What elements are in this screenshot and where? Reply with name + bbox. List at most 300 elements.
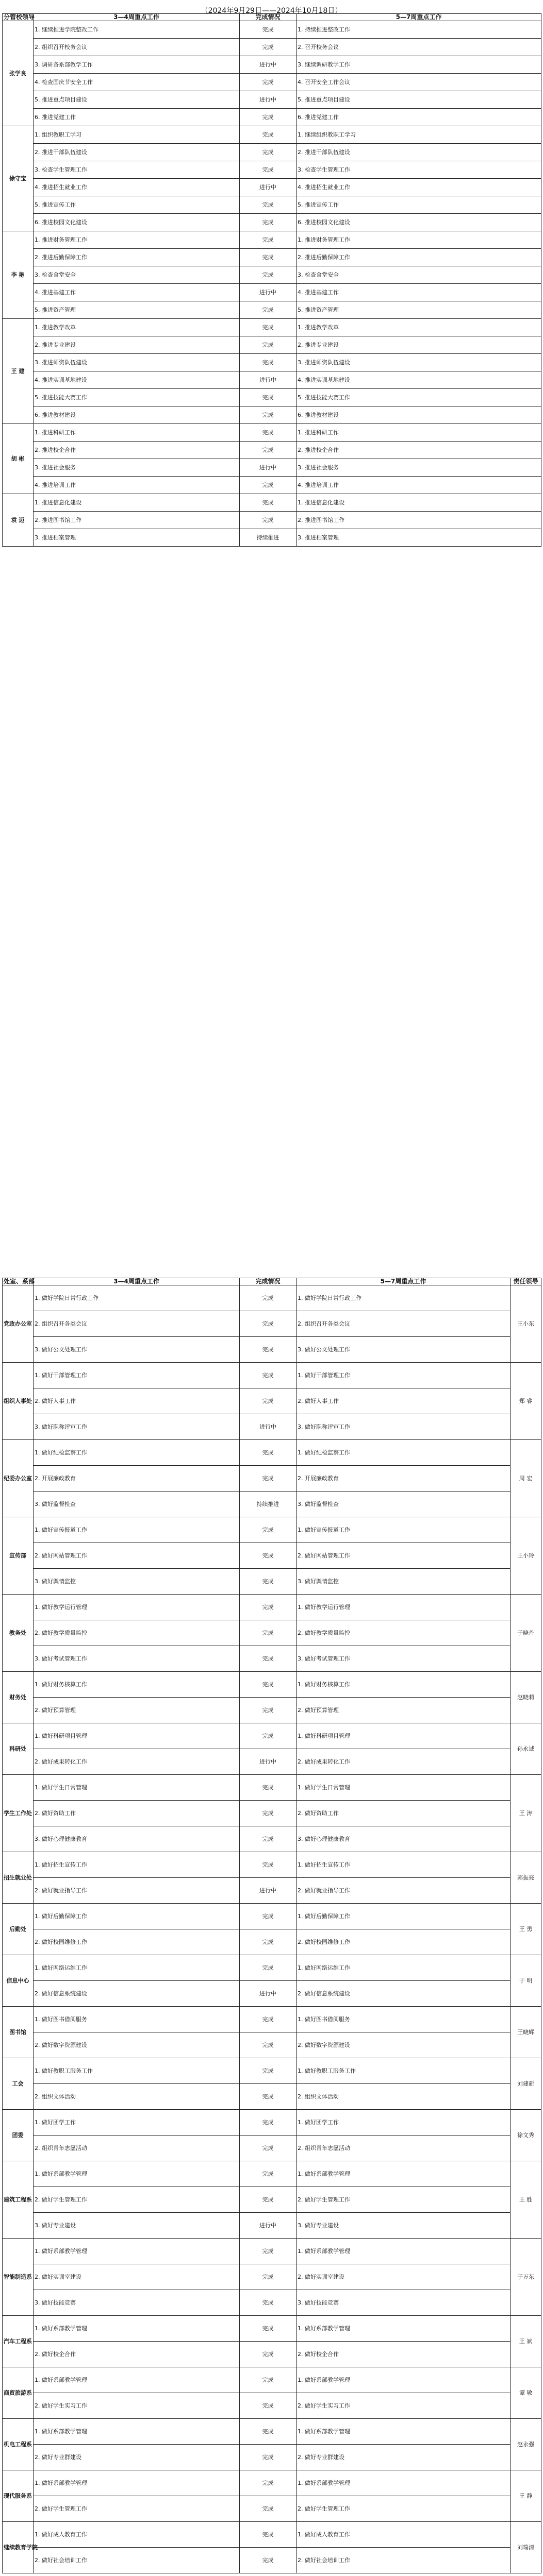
status-cell: 完成 xyxy=(240,249,297,266)
status-cell: 完成 xyxy=(240,2032,297,2058)
table-row xyxy=(3,21,541,39)
table-row xyxy=(3,319,541,336)
table-row xyxy=(3,389,541,406)
table-row xyxy=(3,1388,541,1414)
status-cell: 完成 xyxy=(240,196,297,214)
department-name: 现代服务系 xyxy=(3,2470,34,2522)
table-row xyxy=(3,2136,541,2161)
table-row xyxy=(3,459,541,477)
w57-task: 6. 推进校园文化建设 xyxy=(297,214,541,231)
w57-task: 1. 做好教职工服务工作 xyxy=(297,2058,511,2084)
w57-task: 5. 推进资产管理 xyxy=(297,301,541,319)
w57-task: 3. 推进社会服务 xyxy=(297,459,541,477)
department-name: 学生工作处 xyxy=(3,1775,34,1852)
w57-task: 3. 做好监督检查 xyxy=(297,1492,511,1517)
responsible-person: 于 明 xyxy=(511,1955,541,2007)
w34-task: 4. 推进招生就业工作 xyxy=(34,179,240,196)
w57-task: 1. 做好财务核算工作 xyxy=(297,1672,511,1698)
w57-task: 2. 做好就业指导工作 xyxy=(297,1878,511,1904)
status-cell: 完成 xyxy=(240,301,297,319)
table-row xyxy=(3,1620,541,1646)
w34-task: 5. 推进重点项目建设 xyxy=(34,91,240,109)
w34-task: 1. 做好网络运维工作 xyxy=(34,1955,240,1981)
responsible-person: 赵永强 xyxy=(511,2419,541,2470)
leader-name: 李 艳 xyxy=(3,231,34,319)
w34-task: 4. 推进培训工作 xyxy=(34,477,240,494)
status-cell: 完成 xyxy=(240,1955,297,1981)
w34-task: 2. 推进干部队伍建设 xyxy=(34,144,240,161)
w34-task: 2. 做好教学质量监控 xyxy=(34,1620,240,1646)
table-row xyxy=(3,1595,541,1620)
w34-task: 1. 做好系部教学管理 xyxy=(34,2316,240,2342)
department-name: 科研处 xyxy=(3,1723,34,1775)
w57-task: 2. 做好校园维修工作 xyxy=(297,1929,511,1955)
w57-task: 1. 做好干部管理工作 xyxy=(297,1363,511,1388)
w57-task: 3. 做好考试管理工作 xyxy=(297,1646,511,1672)
leader-name: 王 建 xyxy=(3,319,34,424)
table-row xyxy=(3,2007,541,2032)
table-row xyxy=(3,1981,541,2007)
w57-task: 2. 做好社会培训工作 xyxy=(297,2548,511,2573)
w57-task: 2. 推进干部队伍建设 xyxy=(297,144,541,161)
departments-header-row xyxy=(3,1278,541,1285)
w57-task: 1. 做好网络运维工作 xyxy=(297,1955,511,1981)
table-row xyxy=(3,109,541,126)
w34-task: 1. 做好招生宣传工作 xyxy=(34,1852,240,1878)
department-name: 智能制造系 xyxy=(3,2239,34,2316)
table-row xyxy=(3,1955,541,1981)
w57-task: 3. 做好专业建设 xyxy=(297,2213,511,2239)
w57-task: 2. 做好资助工作 xyxy=(297,1801,511,1826)
status-cell: 完成 xyxy=(240,406,297,424)
department-name: 党政办公室 xyxy=(3,1285,34,1363)
table-row xyxy=(3,494,541,512)
department-name: 教务处 xyxy=(3,1595,34,1672)
status-cell: 进行中 xyxy=(240,1414,297,1440)
w57-task: 1. 做好宣传报道工作 xyxy=(297,1517,511,1543)
status-cell: 完成 xyxy=(240,21,297,39)
w57-task: 2. 做好专业群建设 xyxy=(297,2445,511,2470)
table-row xyxy=(3,442,541,459)
status-cell: 完成 xyxy=(240,2007,297,2032)
responsible-person: 刘建新 xyxy=(511,2058,541,2110)
w34-task: 6. 推进党建工作 xyxy=(34,109,240,126)
w57-task: 1. 做好系部教学管理 xyxy=(297,2316,511,2342)
table-row xyxy=(3,2058,541,2084)
table-row xyxy=(3,214,541,231)
table-row xyxy=(3,2161,541,2187)
w57-task: 2. 组织青年志愿活动 xyxy=(297,2136,511,2161)
table-row xyxy=(3,2522,541,2548)
w34-task: 5. 推进技能大赛工作 xyxy=(34,389,240,406)
table-row xyxy=(3,1311,541,1337)
w57-task: 2. 做好实训室建设 xyxy=(297,2264,511,2290)
w57-task: 4. 推进实训基地建设 xyxy=(297,371,541,389)
status-cell: 完成 xyxy=(240,2522,297,2548)
table-row xyxy=(3,144,541,161)
status-cell: 进行中 xyxy=(240,2213,297,2239)
w57-task: 5. 推进技能大赛工作 xyxy=(297,389,541,406)
responsible-person: 郭振亮 xyxy=(511,1852,541,1904)
status-cell: 完成 xyxy=(240,1826,297,1852)
table-row xyxy=(3,1672,541,1698)
table-row xyxy=(3,126,541,144)
leaders-table xyxy=(2,13,541,547)
table-row xyxy=(3,1337,541,1363)
w34-task: 1. 做好财务核算工作 xyxy=(34,1672,240,1698)
status-cell: 进行中 xyxy=(240,179,297,196)
status-cell: 完成 xyxy=(240,1569,297,1595)
responsible-person: 徐文秀 xyxy=(511,2110,541,2161)
table-row xyxy=(3,1569,541,1595)
status-cell: 完成 xyxy=(240,1852,297,1878)
w57-task: 1. 做好系部教学管理 xyxy=(297,2367,511,2393)
status-cell: 完成 xyxy=(240,214,297,231)
status-cell: 完成 xyxy=(240,389,297,406)
w34-task: 1. 继续推进学院整改工作 xyxy=(34,21,240,39)
w57-task: 3. 继续调研教学工作 xyxy=(297,56,541,74)
status-cell: 完成 xyxy=(240,442,297,459)
departments-table xyxy=(2,1278,541,2573)
w57-task: 3. 做好心理健康教育 xyxy=(297,1826,511,1852)
table-row xyxy=(3,477,541,494)
department-name: 建筑工程系 xyxy=(3,2161,34,2239)
status-cell: 进行中 xyxy=(240,1981,297,2007)
w34-task: 1. 做好后勤保障工作 xyxy=(34,1904,240,1929)
w34-task: 3. 做好职称评审工作 xyxy=(34,1414,240,1440)
status-cell: 完成 xyxy=(240,2496,297,2522)
table-row xyxy=(3,2393,541,2419)
w57-task: 2. 做好信息系统建设 xyxy=(297,1981,511,2007)
table-row xyxy=(3,354,541,371)
w57-task: 3. 推进师资队伍建设 xyxy=(297,354,541,371)
table-row xyxy=(3,249,541,266)
department-name: 图书馆 xyxy=(3,2007,34,2058)
w34-task: 2. 做好实训室建设 xyxy=(34,2264,240,2290)
w57-task: 1. 做好成人教育工作 xyxy=(297,2522,511,2548)
header-w57: 5—7周重点工作 xyxy=(297,14,541,21)
w57-task: 3. 检查食堂安全 xyxy=(297,266,541,284)
w34-task: 1. 做好宣传报道工作 xyxy=(34,1517,240,1543)
w57-task: 1. 做好系部教学管理 xyxy=(297,2470,511,2496)
w34-task: 3. 做好心理健康教育 xyxy=(34,1826,240,1852)
table-row xyxy=(3,91,541,109)
table-row xyxy=(3,1775,541,1801)
w34-task: 2. 做好成果转化工作 xyxy=(34,1749,240,1775)
department-name: 工会 xyxy=(3,2058,34,2110)
w34-task: 1. 做好团学工作 xyxy=(34,2110,240,2136)
w57-task: 1. 做好系部教学管理 xyxy=(297,2161,511,2187)
w34-task: 2. 做好学生管理工作 xyxy=(34,2496,240,2522)
status-cell: 完成 xyxy=(240,1646,297,1672)
leader-name: 张学良 xyxy=(3,21,34,126)
responsible-person: 王 斌 xyxy=(511,2316,541,2367)
table-row xyxy=(3,161,541,179)
w57-task: 1. 持续推进整改工作 xyxy=(297,21,541,39)
w34-task: 2. 做好校企合作 xyxy=(34,2342,240,2367)
w34-task: 3. 做好公文处理工作 xyxy=(34,1337,240,1363)
w57-task: 2. 做好数字资源建设 xyxy=(297,2032,511,2058)
header-dept: 处室、系部 xyxy=(3,1278,34,1285)
status-cell: 进行中 xyxy=(240,91,297,109)
status-cell: 完成 xyxy=(240,2316,297,2342)
table-row xyxy=(3,2470,541,2496)
table-row xyxy=(3,1698,541,1723)
department-name: 团委 xyxy=(3,2110,34,2161)
status-cell: 完成 xyxy=(240,2290,297,2316)
status-cell: 完成 xyxy=(240,1363,297,1388)
header-dept: 分管校领导 xyxy=(3,14,34,21)
status-cell: 完成 xyxy=(240,1543,297,1569)
w34-task: 2. 做好就业指导工作 xyxy=(34,1878,240,1904)
responsible-person: 王 静 xyxy=(511,2470,541,2522)
w57-task: 3. 推进档案管理 xyxy=(297,529,541,547)
table-row xyxy=(3,1723,541,1749)
w34-task: 4. 检查国庆节安全工作 xyxy=(34,74,240,91)
w34-task: 1. 做好系部教学管理 xyxy=(34,2419,240,2445)
status-cell: 完成 xyxy=(240,1517,297,1543)
status-cell: 进行中 xyxy=(240,1749,297,1775)
table-row xyxy=(3,2316,541,2342)
status-cell: 完成 xyxy=(240,39,297,56)
status-cell: 完成 xyxy=(240,266,297,284)
table-row xyxy=(3,1646,541,1672)
w34-task: 1. 做好教学运行管理 xyxy=(34,1595,240,1620)
table-row xyxy=(3,2110,541,2136)
table-row xyxy=(3,2290,541,2316)
table-row xyxy=(3,1929,541,1955)
w57-task: 1. 做好学院日常行政工作 xyxy=(297,1285,511,1311)
responsible-person: 孙永诚 xyxy=(511,1723,541,1775)
w34-task: 2. 做好学生实习工作 xyxy=(34,2393,240,2419)
leader-name: 胡 彬 xyxy=(3,424,34,494)
status-cell: 完成 xyxy=(240,1775,297,1801)
table-row xyxy=(3,2187,541,2213)
w57-task: 1. 推进教学改革 xyxy=(297,319,541,336)
w34-task: 3. 推进社会服务 xyxy=(34,459,240,477)
w34-task: 1. 做好学生日常管理 xyxy=(34,1775,240,1801)
status-cell: 完成 xyxy=(240,1440,297,1466)
status-cell: 完成 xyxy=(240,1285,297,1311)
w34-task: 4. 推进基建工作 xyxy=(34,284,240,301)
status-cell: 完成 xyxy=(240,512,297,529)
table-row xyxy=(3,1543,541,1569)
w34-task: 2. 做好数字资源建设 xyxy=(34,2032,240,2058)
w57-task: 2. 做好教学质量监控 xyxy=(297,1620,511,1646)
table-row xyxy=(3,1285,541,1311)
status-cell: 完成 xyxy=(240,109,297,126)
status-cell: 完成 xyxy=(240,2161,297,2187)
department-name: 汽车工程系 xyxy=(3,2316,34,2367)
department-name: 信息中心 xyxy=(3,1955,34,2007)
table-row xyxy=(3,284,541,301)
status-cell: 完成 xyxy=(240,424,297,442)
table-row xyxy=(3,39,541,56)
w57-task: 2. 做好成果转化工作 xyxy=(297,1749,511,1775)
w57-task: 1. 做好教学运行管理 xyxy=(297,1595,511,1620)
responsible-person: 王 涛 xyxy=(511,1775,541,1852)
status-cell: 完成 xyxy=(240,126,297,144)
w34-task: 3. 调研各系部教学工作 xyxy=(34,56,240,74)
w34-task: 2. 做好学生管理工作 xyxy=(34,2187,240,2213)
status-cell: 完成 xyxy=(240,2239,297,2264)
w57-task: 1. 做好系部教学管理 xyxy=(297,2239,511,2264)
status-cell: 完成 xyxy=(240,1388,297,1414)
w34-task: 2. 做好社会培训工作 xyxy=(34,2548,240,2573)
w57-task: 1. 推进信息化建设 xyxy=(297,494,541,512)
table-row xyxy=(3,2084,541,2110)
responsible-person: 王 胜 xyxy=(511,2161,541,2239)
table-row xyxy=(3,179,541,196)
w57-task: 1. 做好招生宣传工作 xyxy=(297,1852,511,1878)
status-cell: 进行中 xyxy=(240,284,297,301)
status-cell: 完成 xyxy=(240,2058,297,2084)
status-cell: 完成 xyxy=(240,2470,297,2496)
w57-task: 4. 召开安全工作会议 xyxy=(297,74,541,91)
w34-task: 2. 做好资助工作 xyxy=(34,1801,240,1826)
w34-task: 2. 推进校企合作 xyxy=(34,442,240,459)
table-row xyxy=(3,2342,541,2367)
responsible-person: 周 宏 xyxy=(511,1440,541,1517)
w34-task: 3. 做好考试管理工作 xyxy=(34,1646,240,1672)
w57-task: 2. 组织文体活动 xyxy=(297,2084,511,2110)
w57-task: 2. 推进校企合作 xyxy=(297,442,541,459)
w57-task: 2. 做好人事工作 xyxy=(297,1388,511,1414)
table-row xyxy=(3,1826,541,1852)
status-cell: 完成 xyxy=(240,2136,297,2161)
header-w57: 5—7周重点工作 xyxy=(297,1278,511,1285)
table-row xyxy=(3,371,541,389)
status-cell: 完成 xyxy=(240,1311,297,1337)
table-row xyxy=(3,2239,541,2264)
w57-task: 1. 做好图书借阅服务 xyxy=(297,2007,511,2032)
w57-task: 2. 推进专业建设 xyxy=(297,336,541,354)
department-name: 宣传部 xyxy=(3,1517,34,1595)
table-row xyxy=(3,1466,541,1492)
w57-task: 2. 做好学生管理工作 xyxy=(297,2496,511,2522)
status-cell: 持续推进 xyxy=(240,1492,297,1517)
w57-task: 5. 推进重点项目建设 xyxy=(297,91,541,109)
status-cell: 完成 xyxy=(240,1904,297,1929)
responsible-person: 王晓辉 xyxy=(511,2007,541,2058)
w34-task: 1. 做好系部教学管理 xyxy=(34,2161,240,2187)
w57-task: 2. 做好校企合作 xyxy=(297,2342,511,2367)
status-cell: 完成 xyxy=(240,161,297,179)
w34-task: 2. 做好校园维修工作 xyxy=(34,1929,240,1955)
responsible-person: 赵晓莉 xyxy=(511,1672,541,1723)
header-w34: 3—4周重点工作 xyxy=(34,14,240,21)
table-row xyxy=(3,301,541,319)
w57-task: 1. 推进财务管理工作 xyxy=(297,231,541,249)
table-row xyxy=(3,2445,541,2470)
table-row xyxy=(3,424,541,442)
w34-task: 3. 做好技能竞赛 xyxy=(34,2290,240,2316)
w34-task: 1. 推进财务管理工作 xyxy=(34,231,240,249)
w34-task: 2. 做好预算管理 xyxy=(34,1698,240,1723)
table-row xyxy=(3,1904,541,1929)
w57-task: 5. 推进宣传工作 xyxy=(297,196,541,214)
w34-task: 4. 推进实训基地建设 xyxy=(34,371,240,389)
w34-task: 2. 组织文体活动 xyxy=(34,2084,240,2110)
w34-task: 1. 推进科研工作 xyxy=(34,424,240,442)
w57-task: 2. 推进后勤保障工作 xyxy=(297,249,541,266)
table-row xyxy=(3,529,541,547)
responsible-person: 王小玲 xyxy=(511,1517,541,1595)
w34-task: 3. 做好专业建设 xyxy=(34,2213,240,2239)
table-row xyxy=(3,1492,541,1517)
w57-task: 6. 推进党建工作 xyxy=(297,109,541,126)
w34-task: 6. 推进教材建设 xyxy=(34,406,240,424)
status-cell: 完成 xyxy=(240,2548,297,2573)
w34-task: 1. 推进信息化建设 xyxy=(34,494,240,512)
w57-task: 6. 推进教材建设 xyxy=(297,406,541,424)
table-row xyxy=(3,2548,541,2573)
table-row xyxy=(3,512,541,529)
responsible-person: 于万东 xyxy=(511,2239,541,2316)
department-name: 后勤处 xyxy=(3,1904,34,1955)
header-status: 完成情况 xyxy=(240,14,297,21)
w57-task: 2. 做好学生管理工作 xyxy=(297,2187,511,2213)
w57-task: 3. 做好技能竞赛 xyxy=(297,2290,511,2316)
w57-task: 1. 推进科研工作 xyxy=(297,424,541,442)
status-cell: 完成 xyxy=(240,2419,297,2445)
leader-name: 袁 迈 xyxy=(3,494,34,547)
w57-task: 1. 做好科研项目管理 xyxy=(297,1723,511,1749)
w34-task: 1. 做好学院日常行政工作 xyxy=(34,1285,240,1311)
w57-task: 3. 做好舆情监控 xyxy=(297,1569,511,1595)
w34-task: 1. 做好系部教学管理 xyxy=(34,2239,240,2264)
table-row xyxy=(3,1517,541,1543)
table-row xyxy=(3,2032,541,2058)
w34-task: 2. 组织青年志愿活动 xyxy=(34,2136,240,2161)
department-name: 商贸旅游系 xyxy=(3,2367,34,2419)
w57-task: 1. 做好后勤保障工作 xyxy=(297,1904,511,1929)
w34-task: 2. 组织召开各类会议 xyxy=(34,1311,240,1337)
w57-task: 4. 推进基建工作 xyxy=(297,284,541,301)
table-row xyxy=(3,1414,541,1440)
w57-task: 1. 做好学生日常管理 xyxy=(297,1775,511,1801)
leader-name: 徐守宝 xyxy=(3,126,34,231)
status-cell: 完成 xyxy=(240,336,297,354)
w34-task: 2. 做好人事工作 xyxy=(34,1388,240,1414)
table-row xyxy=(3,74,541,91)
w57-task: 1. 做好系部教学管理 xyxy=(297,2419,511,2445)
status-cell: 完成 xyxy=(240,231,297,249)
status-cell: 进行中 xyxy=(240,459,297,477)
status-cell: 完成 xyxy=(240,2342,297,2367)
w34-task: 1. 做好干部管理工作 xyxy=(34,1363,240,1388)
table-row xyxy=(3,56,541,74)
w57-task: 2. 推进图书馆工作 xyxy=(297,512,541,529)
status-cell: 完成 xyxy=(240,354,297,371)
w34-task: 1. 做好系部教学管理 xyxy=(34,2470,240,2496)
department-name: 纪委办公室 xyxy=(3,1440,34,1517)
status-cell: 完成 xyxy=(240,494,297,512)
w57-task: 1. 继续组织教职工学习 xyxy=(297,126,541,144)
status-cell: 完成 xyxy=(240,1698,297,1723)
w57-task: 3. 做好公文处理工作 xyxy=(297,1337,511,1363)
w34-task: 3. 推进档案管理 xyxy=(34,529,240,547)
w34-task: 1. 推进教学改革 xyxy=(34,319,240,336)
header-person: 责任领导 xyxy=(511,1278,541,1285)
department-name: 机电工程系 xyxy=(3,2419,34,2470)
header-status: 完成情况 xyxy=(240,1278,297,1285)
table-row xyxy=(3,2419,541,2445)
header-w34: 3—4周重点工作 xyxy=(34,1278,240,1285)
status-cell: 完成 xyxy=(240,74,297,91)
table-row xyxy=(3,2367,541,2393)
table-row xyxy=(3,2264,541,2290)
